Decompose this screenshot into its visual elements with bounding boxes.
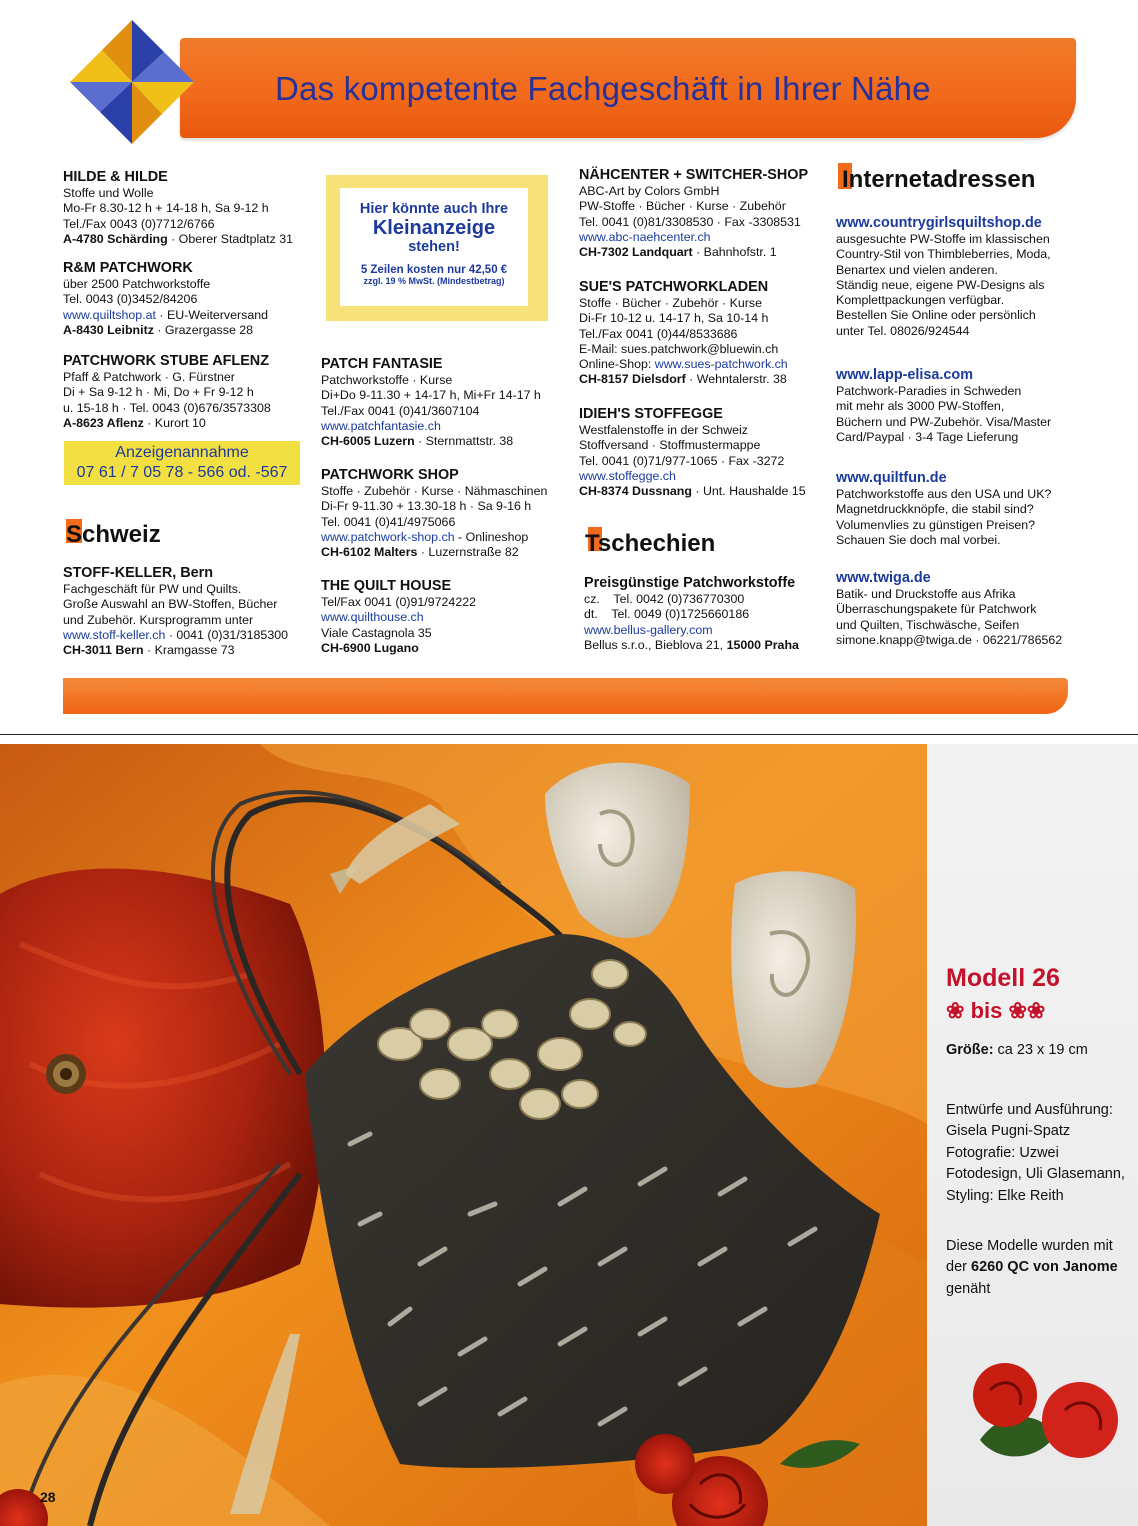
schweiz-heading: Schweiz	[66, 521, 161, 548]
listing-line: Benartex und vielen anderen.	[836, 262, 998, 277]
rose-decoration-icon	[960, 1350, 1130, 1500]
page-number: 28	[40, 1489, 56, 1505]
flower-icon: ❀	[946, 998, 965, 1023]
listing-line: Stoffe · Zubehör · Kurse · Nähmaschinen	[321, 484, 548, 498]
listing-address: A-8430 Leibnitz · Grazergasse 28	[63, 322, 254, 337]
listing-line: Tel./Fax 0041 (0)44/8533686	[579, 326, 738, 341]
listing-line: Batik- und Druckstoffe aus Afrika	[836, 587, 1016, 601]
listing-naehcenter	[579, 167, 808, 260]
listing-address: A-8623 Aflenz · Kurort 10	[63, 415, 206, 430]
internet-entry-countrygirls	[836, 215, 1051, 339]
listing-line: Ständig neue, eigene PW-Designs als	[836, 277, 1045, 292]
credit-line: Fotografie: Uzwei	[946, 1144, 1059, 1161]
website-link[interactable]: www.bellus-gallery.com	[584, 622, 713, 637]
listing-hilde-hilde	[63, 169, 293, 247]
listing-address: A-4780 Schärding · Oberer Stadtplatz 31	[63, 231, 294, 246]
ad-price: 5 Zeilen kosten nur 42,50 €	[360, 264, 508, 276]
anzeigenannahme-label: Anzeigenannahme	[115, 444, 249, 461]
listing-line: Fachgeschäft für PW und Quilts.	[63, 582, 242, 596]
product-photo-beaded-bag	[0, 744, 927, 1526]
difficulty-rating	[946, 998, 1045, 1024]
listing-line: mit mehr als 3000 PW-Stoffen,	[836, 399, 1005, 414]
size-value: ca 23 x 19 cm	[993, 1042, 1088, 1058]
credit-line: Gisela Pugni-Spatz	[946, 1123, 1071, 1140]
listing-name: PATCHWORK SHOP	[321, 467, 459, 483]
size-label: Größe:	[946, 1042, 994, 1058]
internet-entry-twiga	[836, 570, 1062, 648]
note-line: genäht	[946, 1280, 991, 1297]
ad-line: stehen!	[408, 239, 460, 255]
listing-email: simone.knapp@twiga.de · 06221/786562	[836, 632, 1063, 647]
listing-line: u. 15-18 h · Tel. 0043 (0)676/3573308	[63, 400, 271, 415]
listing-line: Büchern und PW-Zubehör. Visa/Master	[836, 414, 1052, 429]
flower-icon: ❀❀	[1008, 998, 1046, 1023]
website-link[interactable]: www.countrygirlsquiltshop.de	[836, 215, 1042, 231]
listing-name: HILDE & HILDE	[63, 169, 168, 185]
listing-line: Magnetdruckknöpfe, die stabil sind?	[836, 502, 1034, 517]
listing-line: Tel. 0043 (0)3452/84206	[63, 292, 198, 307]
listing-line: ausgesuchte PW-Stoffe im klassischen	[836, 232, 1050, 246]
listing-line: über 2500 Patchworkstoffe	[63, 277, 211, 291]
listing-line: Tel/Fax 0041 (0)91/9724222	[321, 595, 476, 609]
listing-patch-fantasie	[321, 356, 541, 449]
listing-sues-patchworkladen	[579, 279, 788, 388]
listing-line: www.stoff-keller.ch · 0041 (0)31/3185300	[63, 627, 288, 642]
listing-name: IDIEH'S STOFFEGGE	[579, 406, 723, 422]
listing-line: Mo-Fr 8.30-12 h + 14-18 h, Sa 9-12 h	[63, 201, 269, 216]
listing-line: Westfalenstoffe in der Schweiz	[579, 423, 748, 437]
listing-line: Patchwork-Paradies in Schweden	[836, 384, 1022, 398]
listing-line: Card/Paypal · 3-4 Tage Lieferung	[836, 429, 1019, 444]
listing-address: CH-6900 Lugano	[321, 640, 419, 655]
listing-patchwork-shop	[321, 467, 547, 560]
website-link[interactable]: www.abc-naehcenter.ch	[579, 229, 711, 244]
listing-line: Patchworkstoffe aus den USA und UK?	[836, 487, 1052, 501]
listing-line: Volumenvlies zu günstigen Preisen?	[836, 517, 1036, 532]
listing-the-quilt-house	[321, 578, 476, 656]
listing-rm-patchwork	[63, 260, 268, 338]
listing-line: Bestellen Sie Online oder persönlich	[836, 308, 1036, 323]
listing-line: Tel./Fax 0041 (0)41/3607104	[321, 403, 480, 418]
size-info	[946, 1042, 1088, 1058]
listing-name: NÄHCENTER + SWITCHER-SHOP	[579, 167, 809, 183]
listing-line: PW-Stoffe · Bücher · Kurse · Zubehör	[579, 199, 786, 214]
note-line: Diese Modelle wurden mit	[946, 1238, 1113, 1254]
listing-line: Große Auswahl an BW-Stoffen, Bücher	[63, 597, 278, 612]
listing-line: Schauen Sie doch mal vorbei.	[836, 532, 1001, 547]
listing-line: und Zubehör. Kursprogramm unter	[63, 612, 254, 627]
credit-line: Fotodesign, Uli Glasemann,	[946, 1166, 1125, 1183]
ad-headline: Kleinanzeige	[372, 217, 496, 239]
listing-line: Tel. 0041 (0)41/4975066	[321, 514, 456, 529]
listing-address: CH-6102 Malters · Luzernstraße 82	[321, 545, 519, 560]
listing-address: CH-7302 Landquart · Bahnhofstr. 1	[579, 245, 777, 260]
website-link[interactable]: www.lapp-elisa.com	[836, 367, 974, 383]
listing-line: dt. Tel. 0049 (0)1725660186	[584, 607, 750, 622]
website-link[interactable]: www.stoffegge.ch	[579, 468, 676, 483]
website-link[interactable]: www.twiga.de	[836, 570, 931, 586]
listing-line: www.quiltshop.at · EU-Weiterversand	[63, 307, 268, 322]
listing-name: PATCHWORK STUBE AFLENZ	[63, 353, 269, 369]
machine-note	[946, 1236, 1118, 1300]
listing-line: Country-Stil von Thimbleberries, Moda,	[836, 247, 1051, 262]
listing-line: Di-Fr 10-12 u. 14-17 h, Sa 10-14 h	[579, 311, 769, 326]
listing-line: Online-Shop: www.sues-patchwork.ch	[579, 357, 788, 372]
website-link[interactable]: www.quilthouse.ch	[321, 610, 424, 625]
listing-address: CH-8374 Dussnang · Unt. Haushalde 15	[579, 484, 806, 499]
listing-idiehs-stoffegge	[579, 406, 806, 499]
listing-address: CH-3011 Bern · Kramgasse 73	[63, 643, 235, 658]
anzeigenannahme-phone: 07 61 / 7 05 78 - 566 od. -567	[76, 464, 288, 481]
credit-line: Entwürfe und Ausführung:	[946, 1102, 1113, 1118]
listing-line: Komplettpackungen verfügbar.	[836, 293, 1005, 308]
internet-entry-lapp-elisa	[836, 367, 1051, 445]
listing-stoff-keller	[63, 565, 288, 658]
listing-name: SUE'S PATCHWORKLADEN	[579, 279, 769, 295]
listing-address: Bellus s.r.o., Bieblova 21, 15000 Praha	[584, 637, 799, 652]
listing-line: Patchworkstoffe · Kurse	[321, 373, 453, 387]
listing-bellus	[584, 575, 799, 653]
listing-name: Preisgünstige Patchworkstoffe	[584, 575, 796, 591]
listing-name: THE QUILT HOUSE	[321, 578, 452, 594]
listing-line: Tel. 0041 (0)71/977-1065 · Fax -3272	[579, 453, 785, 468]
ad-line: Hier könnte auch Ihre	[359, 201, 509, 217]
ad-fineprint: zzgl. 19 % MwSt. (Mindestbetrag)	[363, 276, 505, 286]
listing-line: Stoffe und Wolle	[63, 186, 154, 200]
listing-line: Di-Fr 9-11.30 + 13.30-18 h · Sa 9-16 h	[321, 499, 532, 514]
website-link[interactable]: www.quiltshop.at	[63, 307, 156, 322]
listing-line: unter Tel. 08026/924544	[836, 323, 970, 338]
listing-line: Stoffe · Bücher · Zubehör · Kurse	[579, 296, 762, 310]
listing-line: Di+Do 9-11.30 + 14-17 h, Mi+Fr 14-17 h	[321, 388, 541, 403]
listing-address: CH-8157 Dielsdorf · Wehntalerstr. 38	[579, 372, 787, 387]
listing-email: E-Mail: sues.patchwork@bluewin.ch	[579, 341, 779, 356]
listing-line: Überraschungspakete für Patchwork	[836, 602, 1037, 617]
listing-name: STOFF-KELLER, Bern	[63, 565, 214, 581]
website-link[interactable]: www.stoff-keller.ch	[63, 627, 166, 642]
listing-line: Di + Sa 9-12 h · Mi, Do + Fr 9-12 h	[63, 385, 254, 400]
pinwheel-logo-icon	[62, 12, 202, 152]
page-title: Das kompetente Fachgeschäft in Ihrer Nähe	[275, 70, 931, 107]
difficulty-separator: bis	[970, 998, 1003, 1023]
website-link[interactable]: www.sues-patchwork.ch	[654, 357, 788, 372]
model-title: Modell 26	[946, 964, 1060, 992]
listing-patchwork-stube-aflenz	[63, 353, 271, 431]
website-link[interactable]: www.patchwork-shop.ch	[321, 529, 455, 544]
listing-line: Viale Castagnola 35	[321, 625, 432, 640]
website-link[interactable]: www.patchfantasie.ch	[321, 418, 441, 433]
page-divider	[0, 734, 1138, 735]
listing-line: Stoffversand · Stoffmustermappe	[579, 438, 761, 453]
website-link[interactable]: www.quiltfun.de	[836, 470, 947, 486]
listing-name: R&M PATCHWORK	[63, 260, 193, 276]
internet-heading: Internetadressen	[842, 166, 1036, 193]
tschechien-heading: Tschechien	[585, 530, 716, 557]
internet-entry-quiltfun	[836, 470, 1051, 548]
listing-line: und Quilten, Tischwäsche, Seifen	[836, 617, 1020, 632]
listing-line: www.patchwork-shop.ch - Onlineshop	[321, 529, 529, 544]
listing-name: PATCH FANTASIE	[321, 356, 443, 372]
bottom-orange-band	[63, 678, 1068, 714]
listing-line: cz. Tel. 0042 (0)736770300	[584, 592, 745, 606]
note-line: der 6260 QC von Janome	[946, 1259, 1118, 1276]
credits-block	[946, 1100, 1125, 1207]
classified-ad-content	[340, 188, 528, 306]
listing-line: Pfaff & Patchwork · G. Fürstner	[63, 370, 235, 384]
listing-address: CH-6005 Luzern · Sternmattstr. 38	[321, 434, 514, 449]
listing-line: Tel. 0041 (0)81/3308530 · Fax -3308531	[579, 214, 801, 229]
listing-line: ABC-Art by Colors GmbH	[579, 184, 720, 198]
credit-line: Styling: Elke Reith	[946, 1187, 1064, 1204]
listing-line: Tel./Fax 0043 (0)7712/6766	[63, 216, 215, 231]
anzeigenannahme-box	[64, 441, 300, 485]
